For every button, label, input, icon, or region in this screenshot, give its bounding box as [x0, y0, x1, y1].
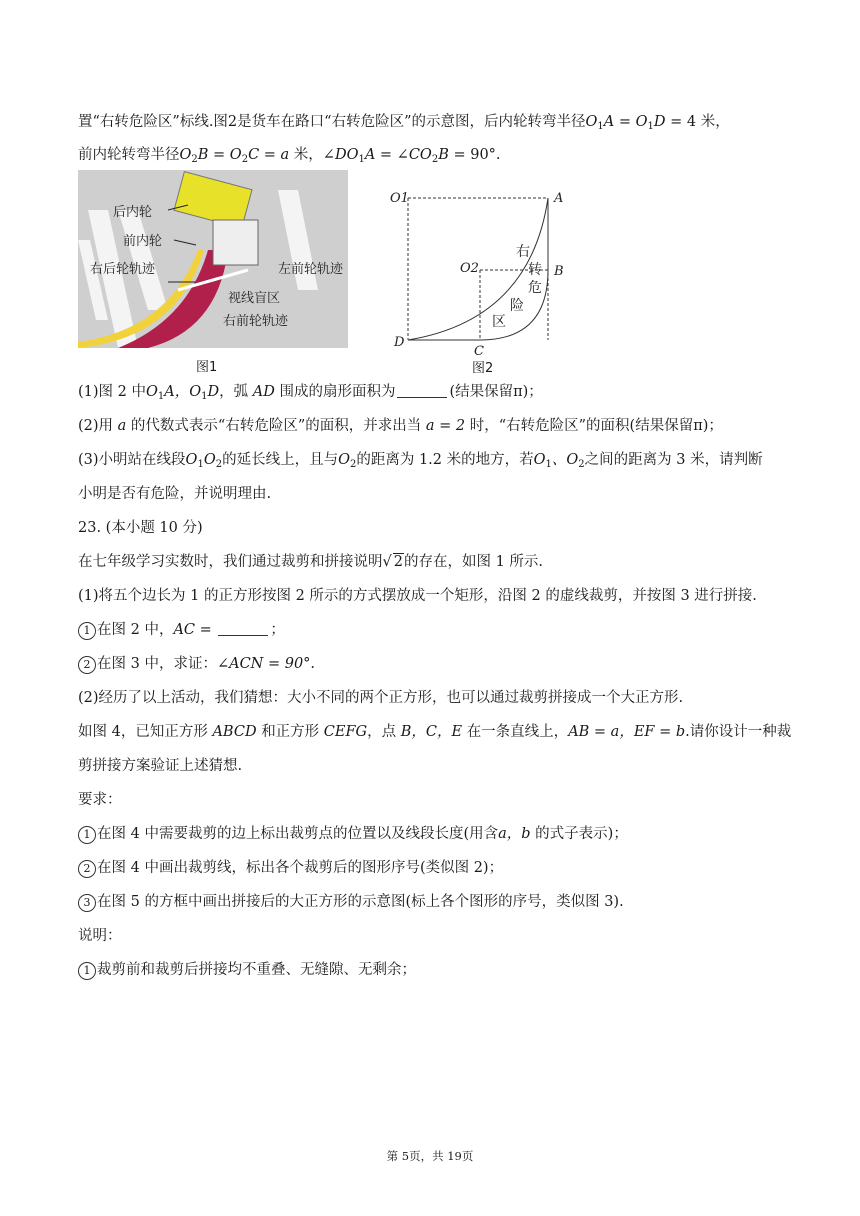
fig2-point-a: A: [554, 191, 564, 206]
math-arc-ad: AD: [252, 384, 280, 400]
figure-1-caption: 图1: [196, 360, 218, 375]
fig2-point-o2: O2: [460, 261, 479, 276]
figure-2-caption: 图2: [472, 361, 494, 376]
q23-p3: [78, 722, 791, 742]
circled-1-icon: 1: [78, 622, 96, 640]
q23-p1-i-text: 在图 2 中，: [97, 622, 174, 638]
math-angle-eq: = 90°.: [453, 147, 501, 163]
page-footer: 第 5页，共 19页: [386, 1149, 474, 1163]
fig2-point-d: D: [394, 335, 405, 350]
circled-1-icon: 1: [78, 962, 96, 980]
math-o1a-eq: = 4: [670, 114, 697, 130]
q23-req-3-text: 在图 5 的方框中画出拼接后的大正方形的示意图(标上各个图形的序号，类似图 3).: [97, 894, 624, 910]
circled-1-icon: 1: [78, 826, 96, 844]
circled-2-icon: 2: [78, 656, 96, 674]
answer-blank-2[interactable]: [218, 621, 268, 636]
math-o1a: $O_1A = O_1D$: [585, 114, 671, 132]
fig1-label-front-inner: 前内轮: [123, 234, 163, 249]
q23-p3-a: 如图 4，已知正方形: [78, 724, 208, 740]
q22-p3-d: 之间的距离为 3 米，请判断: [584, 452, 763, 468]
math-o2b: $O_2B = O_2C$: [179, 147, 264, 165]
fig2-region-char-2: 转: [528, 262, 542, 278]
intro-text-1b: 米，: [700, 114, 730, 130]
q22-part-3: [78, 450, 763, 475]
fig1-label-right-front: 右前轮轨迹: [223, 314, 289, 329]
math-ab-ef: AB = a，EF = b: [568, 724, 686, 740]
q23-req-2: [78, 858, 503, 878]
fig2-point-b: B: [554, 264, 564, 279]
math-abcd: ABCD: [212, 724, 262, 740]
intro-line-2: [78, 145, 501, 170]
math-o2b-eq: = a: [263, 147, 290, 163]
math-o2: $O_2$: [338, 452, 357, 470]
q23-requirements-label: 要求：: [78, 792, 122, 808]
q23-p1-i: 1 在图 2 中，AC = ；: [78, 620, 285, 640]
intro-text-1: 置“右转危险区”标线.图2是货车在路口“右转危险区”的示意图，后内轮转弯半径: [78, 114, 586, 130]
math-a: a: [117, 418, 131, 434]
q22-p1-a: (1)图 2 中: [78, 384, 146, 400]
q22-part-1: [78, 382, 543, 407]
fig2-point-c: C: [474, 344, 484, 359]
fig2-region-char-1: 右: [516, 244, 530, 260]
math-ac: AC =: [173, 622, 217, 638]
intro-text-2b: 米，: [293, 147, 323, 163]
q23-req-3: [78, 892, 624, 912]
fig2-region-char-3: 危: [528, 280, 542, 296]
circled-3-icon: 3: [78, 894, 96, 912]
fig1-label-right-rear: 右后轮轨迹: [90, 262, 156, 277]
q23-p3-b: 和正方形: [261, 724, 320, 740]
math-o1o2: $O_1O_2$: [185, 452, 223, 470]
q22-part-3-cont: 小明是否有危险，并说明理由.: [78, 486, 272, 502]
fig1-label-rear-inner: 后内轮: [113, 205, 153, 220]
math-a-eq-2: a = 2: [425, 418, 470, 434]
intro-line-1: [78, 112, 730, 137]
q23-note-1-text: 裁剪前和裁剪后拼接均不重叠、无缝隙、无剩余；: [97, 962, 416, 978]
q22-p1-b: ，弧: [219, 384, 249, 400]
q22-part-2: [78, 416, 723, 436]
q23-intro-a: 在七年级学习实数时，我们通过裁剪和拼接说明: [78, 554, 383, 570]
q23-p1: (1)将五个边长为 1 的正方形按图 2 所示的方式摆放成一个矩形，沿图 2 的虚线裁剪，并按图 3 进行拼接.: [78, 588, 757, 604]
figure-2-diagram: [380, 180, 580, 375]
q23-p1-ii: [78, 654, 315, 674]
circled-2-icon: 2: [78, 860, 96, 878]
fig2-region-char-5: 区: [492, 314, 506, 330]
q23-req-1b-text: 的式子表示)；: [535, 826, 628, 842]
q23-intro-b: 的存在，如图 1 所示.: [403, 554, 544, 570]
fig2-region-char-4: 险: [510, 298, 524, 314]
q23-intro: 在七年级学习实数时，我们通过裁剪和拼接说明√ 2的存在，如图 1 所示.: [78, 554, 544, 570]
q22-p1-c: 围成的扇形面积为: [279, 384, 396, 400]
q23-p3-e: .请你设计一种裁: [685, 724, 792, 740]
q23-p3-d: 在一条直线上，: [466, 724, 569, 740]
q23-header: 23. (本小题 10 分): [78, 520, 203, 536]
q22-p3-a: (3)小明站在线段: [78, 452, 186, 468]
math-angles: $\angle DO_1A$ = $\angle CO_2B$: [322, 147, 454, 165]
q22-p2-c: 时，“右转危险区”的面积(结果保留π)；: [469, 418, 723, 434]
answer-blank-1[interactable]: [397, 383, 447, 398]
math-cefg: CEFG: [323, 724, 368, 740]
q22-p2-b: 的代数式表示“右转危险区”的面积，并求出当: [130, 418, 422, 434]
fig2-point-o1: O1: [390, 191, 409, 206]
q23-p3-cont: 剪拼接方案验证上述猜想.: [78, 758, 243, 774]
figure-1-photo: [78, 170, 348, 348]
q23-note-1: [78, 960, 416, 980]
q23-note-label: 说明：: [78, 928, 122, 944]
math-bce: B，C，E: [400, 724, 467, 740]
q23-req-1: [78, 824, 628, 844]
fig1-label-left-front: 左前轮轨迹: [278, 262, 344, 277]
q23-p3-c: ，点: [367, 724, 397, 740]
math-p1-radii: $O_1A$，$O_1D$: [145, 384, 220, 402]
fig1-label-blind-zone: 视线盲区: [228, 291, 281, 306]
q22-p2-a: (2)用: [78, 418, 114, 434]
q22-p3-c: 的距离为 1.2 米的地方，若: [356, 452, 534, 468]
q22-p3-b: 的延长线上，且与: [222, 452, 339, 468]
math-a-b: a，b: [498, 826, 536, 842]
q23-req-2-text: 在图 4 中画出裁剪线，标出各个裁剪后的图形序号(类似图 2)；: [97, 860, 504, 876]
q22-p1-d: (结果保留π)；: [449, 384, 543, 400]
math-sqrt-2: 2: [393, 554, 403, 570]
intro-text-2: 前内轮转弯半径: [78, 147, 180, 163]
q23-p2: (2)经历了以上活动，我们猜想：大小不同的两个正方形，也可以通过裁剪拼接成一个大正方形.: [78, 690, 684, 706]
q23-p1-ii-text: 在图 3 中，求证：: [97, 656, 217, 672]
q23-req-1-text: 在图 4 中需要裁剪的边上标出裁剪点的位置以及线段长度(用含: [97, 826, 499, 842]
math-angle-acn: ∠ACN = 90°.: [216, 656, 316, 672]
math-o1-o2: $O_1$、$O_2$: [533, 452, 585, 470]
